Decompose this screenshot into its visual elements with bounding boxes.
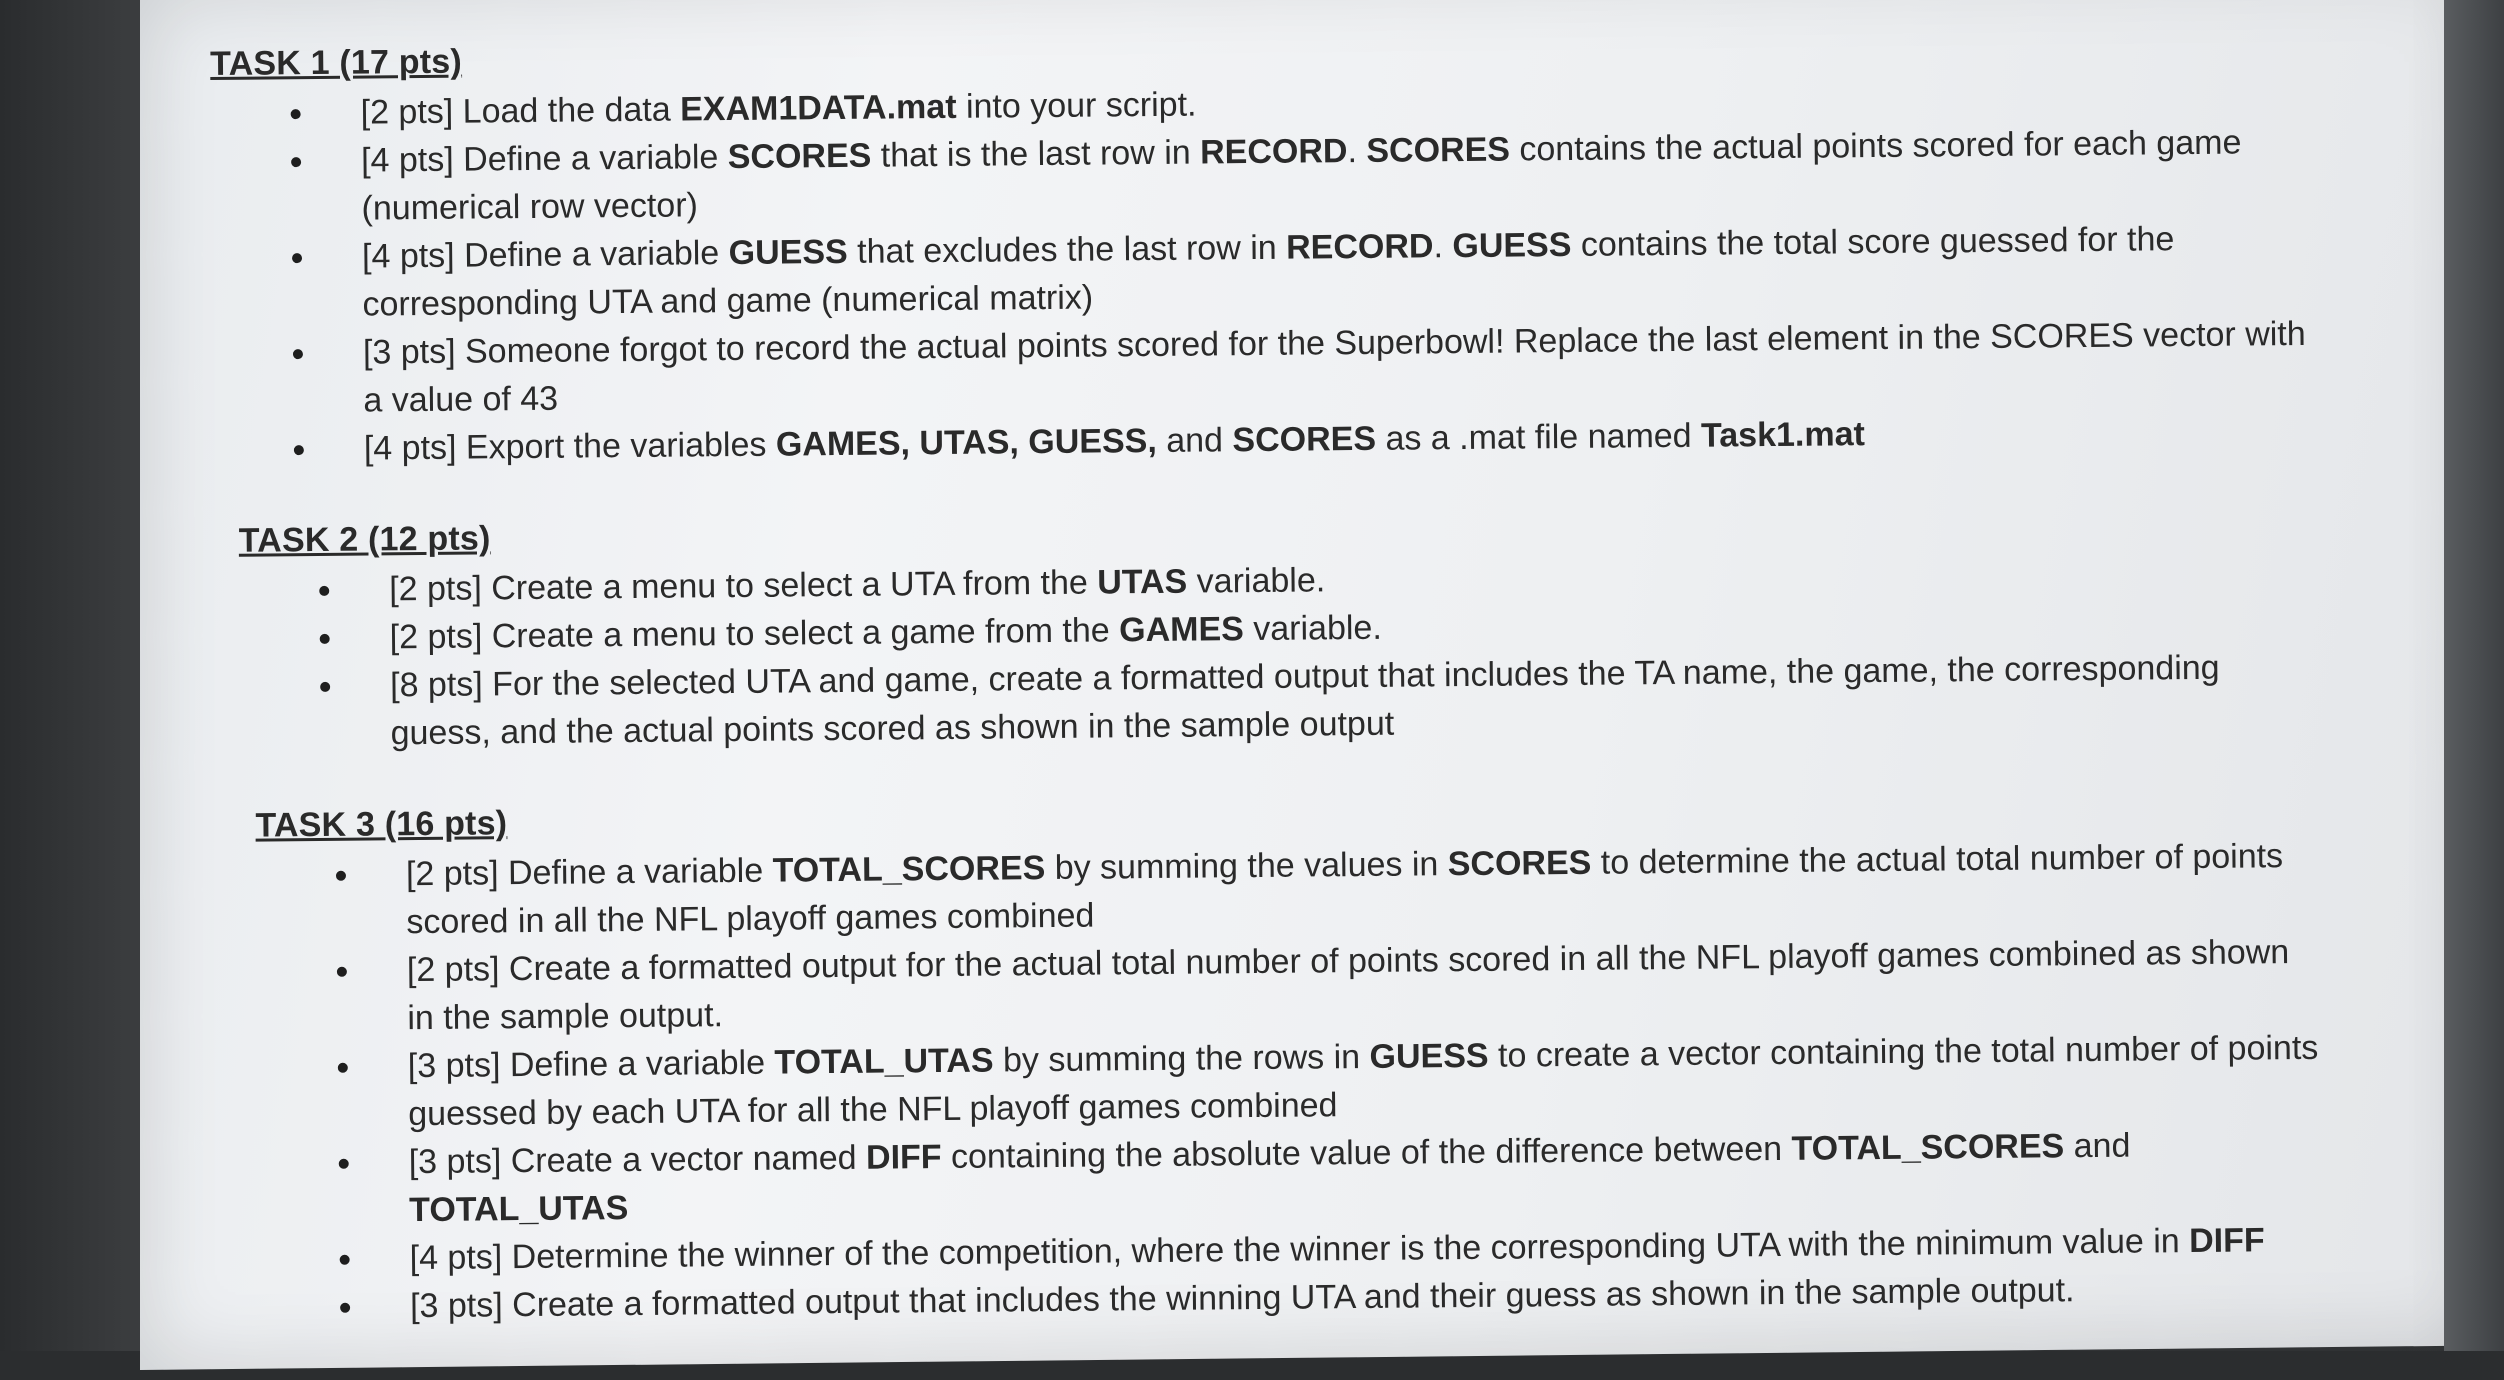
task-2-list — [239, 547, 2317, 759]
item-text: TOTAL_UTAS — [774, 1041, 994, 1082]
item-text: UTAS — [1097, 562, 1188, 602]
item-text: [3 pts] Someone forgot to record the actual points scored for the Superbowl! Replace the last element in the SCORES vector with a value of 43 — [362, 314, 2306, 420]
item-text: [3 pts] Define a variable — [407, 1043, 775, 1086]
task-3-item — [336, 832, 2319, 947]
item-text: GUESS — [728, 232, 848, 273]
item-text: by summing the values in — [1045, 845, 1448, 888]
task-2-title: TASK 2 (12 pts) — [238, 519, 491, 560]
item-text: and — [2064, 1126, 2131, 1166]
item-text: into your script. — [956, 85, 1197, 126]
item-text: and — [1156, 421, 1233, 460]
item-text: GUESS — [1452, 225, 1572, 266]
item-text: RECORD — [1199, 132, 1348, 172]
item-text: [8 pts] For the selected UTA and game, create a formatted output that includes the TA name, the game, the corresponding guess, and the actual points scored as shown in the sample output — [389, 648, 2220, 753]
item-text: DIFF — [865, 1138, 942, 1177]
item-text: [2 pts] Create a formatted output for the actual total number of points scored in all the NFL playoff games combined as shown in the sample output. — [406, 933, 2290, 1038]
item-text: GAMES, UTAS, GUESS, — [775, 421, 1157, 464]
item-text: . — [1433, 227, 1453, 266]
item-text: [2 pts] Load the data — [360, 90, 681, 132]
item-text: . — [1347, 131, 1367, 171]
item-text: TOTAL_SCORES — [772, 849, 1046, 890]
item-text: [4 pts] Determine the winner of the competition, where the winner is the corresponding UTA with the minimum value in — [409, 1222, 2190, 1278]
item-text: TOTAL_UTAS — [409, 1189, 629, 1230]
task-2-item — [320, 643, 2317, 758]
item-text: EXAM1DATA.mat — [679, 87, 957, 129]
item-text: to determine the actual total number of points scored in all the NFL playoff games combined — [406, 837, 2284, 942]
item-text: that is the last row in — [871, 133, 1201, 175]
item-text: variable. — [1187, 561, 1326, 601]
task-3-title: TASK 3 (16 pts) — [255, 804, 508, 845]
item-text: that excludes the last row in — [847, 228, 1287, 271]
item-text: SCORES — [727, 136, 872, 177]
task-1-title: TASK 1 (17 pts) — [210, 42, 463, 83]
item-text: [4 pts] Define a variable — [361, 234, 729, 276]
item-text: RECORD — [1285, 227, 1434, 267]
item-text: GAMES — [1118, 610, 1245, 650]
task-1-list — [210, 70, 2314, 474]
item-text: [4 pts] Define a variable — [360, 138, 728, 180]
item-text: as a .mat file named — [1375, 416, 1702, 458]
task-3-list — [256, 832, 2323, 1332]
item-text: Task1.mat — [1700, 415, 1866, 455]
item-text: [2 pts] Create a menu to select a UTA from the — [389, 563, 1098, 609]
task-3-section — [255, 787, 2322, 1332]
item-text: [3 pts] Create a vector named — [408, 1138, 867, 1182]
exam-instructions — [210, 25, 2323, 1380]
item-text: [2 pts] Create a menu to select a game from the — [389, 611, 1120, 657]
task-3-item — [338, 1024, 2321, 1139]
item-text: SCORES — [1366, 130, 1511, 170]
item-text: to create a vector containing the total number of points guessed by each UTA for all the NFL playoff games combined — [408, 1028, 2319, 1134]
item-text: contains the actual points scored for each game (numerical row vector) — [361, 123, 2242, 228]
item-text: SCORES — [1447, 843, 1592, 884]
item-text: DIFF — [2188, 1221, 2265, 1261]
item-text: SCORES — [1232, 419, 1377, 460]
item-text: by summing the rows in — [993, 1037, 1370, 1080]
item-text: variable. — [1243, 608, 1382, 649]
item-text: [2 pts] Define a variable — [405, 851, 773, 894]
item-text: TOTAL_SCORES — [1791, 1127, 2065, 1168]
item-text: contains the total score guessed for the corresponding UTA and game (numerical matrix) — [362, 220, 2175, 324]
task-2-section — [239, 502, 2317, 759]
item-text: GUESS — [1369, 1036, 1489, 1076]
monitor-bezel — [2444, 0, 2504, 1351]
item-text: [3 pts] Create a formatted output that includes the winning UTA and their guess as shown in the sample output. — [409, 1271, 2075, 1326]
task-3-item — [337, 928, 2320, 1043]
item-text: containing the absolute value of the difference between — [941, 1129, 1792, 1177]
task-3-item — [339, 1120, 2322, 1235]
task-1-section — [210, 25, 2314, 474]
item-text: [4 pts] Export the variables — [363, 425, 777, 468]
